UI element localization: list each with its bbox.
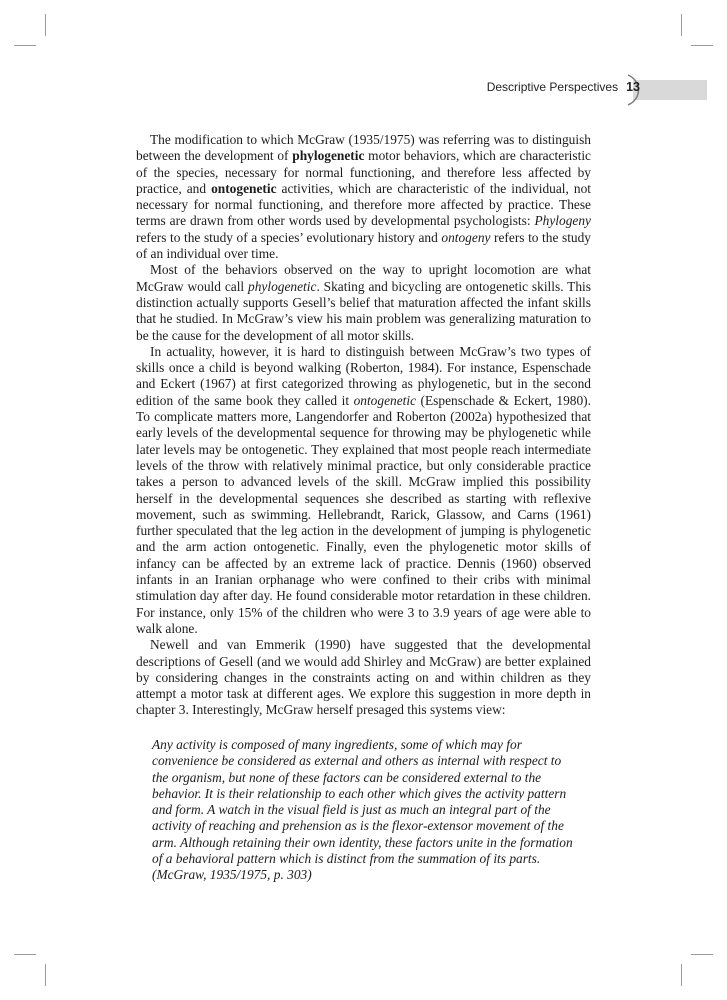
paragraph: [136, 344, 591, 637]
block-quote: [152, 737, 580, 884]
crop-mark-bottom-right-h: [691, 954, 713, 955]
crop-mark-top-left-h: [14, 45, 36, 46]
italic-term: Phylogeny: [534, 213, 591, 229]
crop-mark-top-left: [45, 14, 46, 36]
text-run: motor behaviors, which are characteristic of the species, necessary for normal functioning, and therefore less affected by practice, and: [136, 148, 591, 196]
text-run: refers to the study of an individual over time.: [136, 229, 591, 262]
text-run: activities, which are characteristic of the individual, not necessary for normal functioning, and therefore more affected by practice. These terms are drawn from other words used by developmental psychologists:: [136, 180, 591, 229]
running-head-title: Descriptive Perspectives: [486, 80, 619, 94]
text-run: Most of the behaviors observed on the way to upright locomotion are what McGraw would call: [136, 262, 591, 294]
text-run: . Skating and bicycling are ontogenetic skills. This distinction actually supports Gesell’s belief that maturation affected the infant skills that he studied. In McGraw’s view his main problem was generalizing maturation to be the cause for the development of all motor skills.: [136, 278, 591, 343]
bold-term: phylogenetic: [292, 148, 365, 164]
crop-mark-top-right: [681, 14, 682, 36]
crop-mark-bottom-left-h: [14, 954, 36, 955]
text-run: refers to the study of a species’ evolutionary history and: [136, 229, 442, 245]
paragraph: [136, 262, 591, 343]
crop-mark-bottom-left: [45, 964, 46, 986]
block-quote-citation: (McGraw, 1935/1975, p. 303): [152, 867, 312, 883]
bold-term: ontogenetic: [211, 180, 277, 196]
italic-term: ontogeny: [441, 229, 491, 245]
running-head: [440, 80, 640, 94]
text-run: In actuality, however, it is hard to distinguish between McGraw’s two types of skills once a child is beyond walking (Roberton, 1984). For instance, Espenschade and Eckert (1967) at first categorized throwing as phylogenetic, but in the second edition of the same book they called it: [136, 343, 591, 408]
text-run: Newell and van Emmerik (1990) have suggested that the developmental descriptions of Gesell (and we would add Shirley and McGraw) are better explained by considering changes in the constraints acting on and within children as they attempt a motor task at different ages. We explore this suggestion in more depth in chapter 3. Interestingly, McGraw herself presaged this systems view:: [136, 637, 591, 718]
paragraph: [136, 132, 591, 262]
crop-mark-top-right-h: [691, 45, 713, 46]
page-number: 13: [626, 80, 640, 94]
block-quote-text: Any activity is composed of many ingredients, some of which may for convenience be considered as external and others as internal with respect to the organism, but none of these factors can be considered external to the behavior. It is their relationship to each other which gives the activity pattern and form. A watch in the visual field is just as much an integral part of the activity of reaching and prehension as is the flexor-extensor movement of the arm. Although retaining their own identity, these factors unite in the formation of a behavioral pattern which is distinct from the summation of its parts.: [152, 737, 573, 867]
text-run: The modification to which McGraw (1935/1975) was referring was to distinguish between the development of: [136, 132, 591, 164]
text-run: (Espenschade & Eckert, 1980). To complicate matters more, Langendorfer and Roberton (2002a) hypothesized that early levels of the developmental sequence for throwing may be phylogenetic while later levels may be ontogenetic. They explained that most people reach intermediate levels of the throw with relatively minimal practice, but only considerable practice takes a person to advanced levels of the skill. McGraw implied this possibility herself in the developmental sequences she described as starting with reflexive movement, such as swimming. Hellebrandt, Rarick, Glassow, and Carns (1961) further speculated that the leg action in the development of jumping is phylogenetic and the arm action ontogenetic. Finally, even the phylogenetic motor skills of infancy can be affected by an extreme lack of practice. Dennis (1960) observed infants in an Iranian orphanage who were confined to their cribs with minimal stimulation day after day. He found considerable motor retardation in these children. For instance, only 15% of the children who were 3 to 3.9 years of age were able to walk alone.: [136, 392, 591, 636]
italic-term: ontogenetic: [353, 392, 417, 408]
crop-mark-bottom-right: [681, 964, 682, 986]
body-text: [136, 132, 591, 719]
paragraph: [136, 637, 591, 718]
italic-term: phylogenetic: [248, 278, 317, 294]
